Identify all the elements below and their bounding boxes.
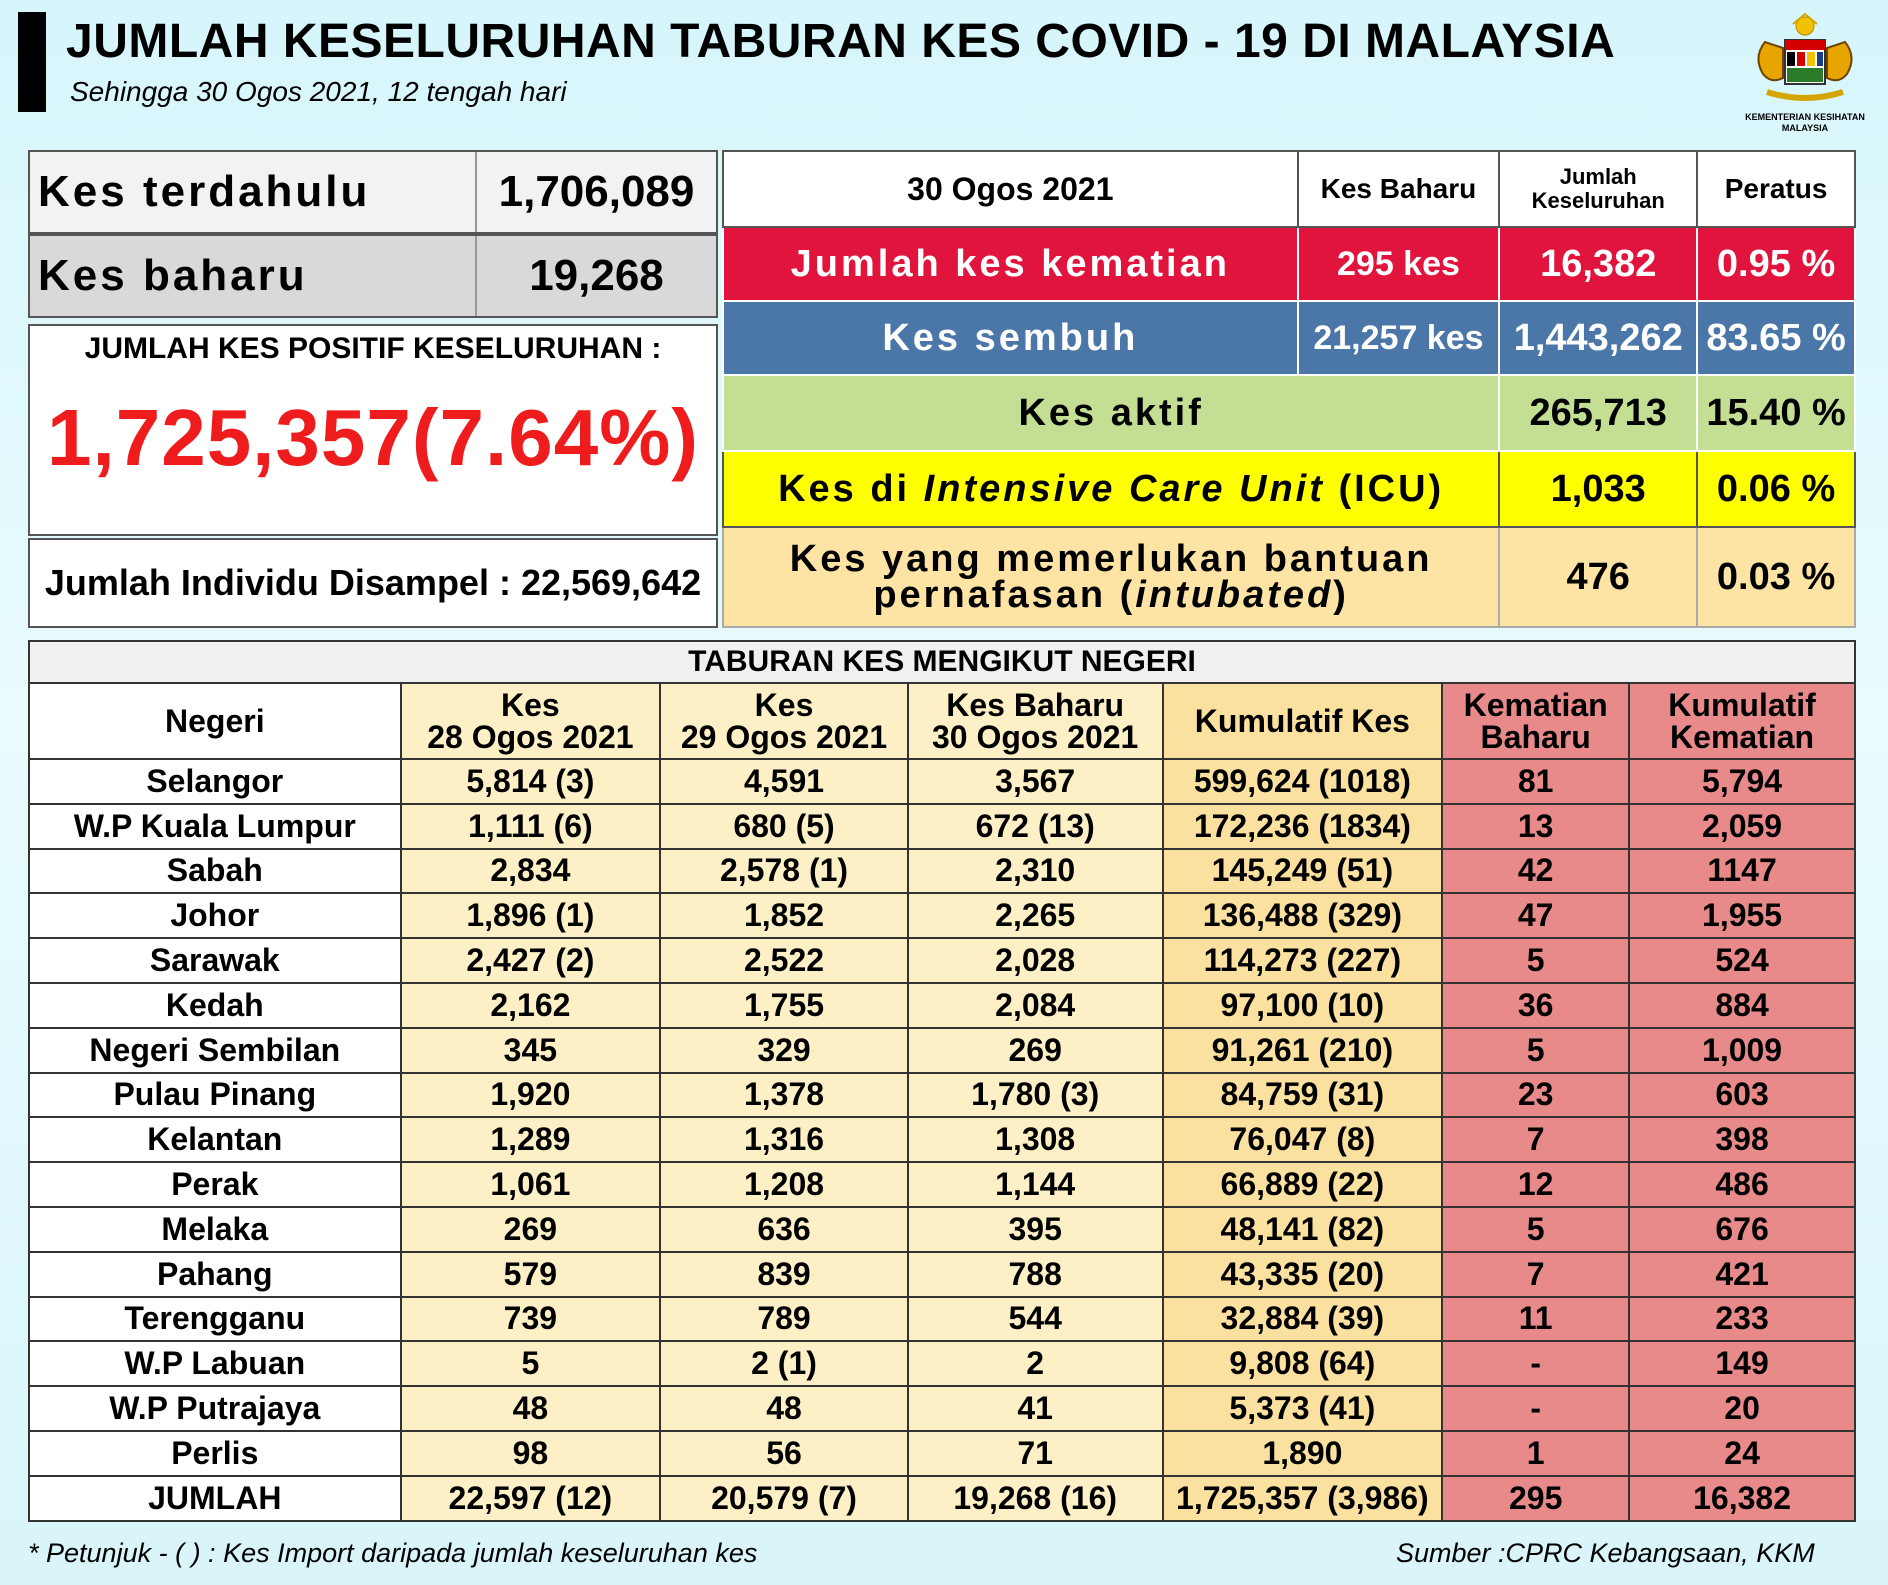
new-deaths: 1 bbox=[1442, 1431, 1629, 1476]
cases-30-aug: 1,144 bbox=[908, 1162, 1163, 1207]
deaths-label: Jumlah kes kematian bbox=[723, 227, 1298, 301]
cumulative-cases: 114,273 (227) bbox=[1163, 938, 1443, 983]
cumulative-deaths: 1147 bbox=[1629, 849, 1855, 894]
cumulative-deaths: 486 bbox=[1629, 1162, 1855, 1207]
icu-label-italic: Intensive Care Unit bbox=[923, 467, 1325, 510]
active-row bbox=[723, 375, 1855, 451]
table-row bbox=[29, 1207, 1855, 1252]
cases-28-aug: 2,427 (2) bbox=[401, 938, 661, 983]
cumulative-cases: 84,759 (31) bbox=[1163, 1073, 1443, 1118]
table-row bbox=[29, 1073, 1855, 1118]
cumulative-deaths: 233 bbox=[1629, 1297, 1855, 1342]
table-row bbox=[29, 938, 1855, 983]
col-total-line2: Keseluruhan bbox=[1531, 188, 1665, 213]
table-row bbox=[29, 759, 1855, 804]
cases-28-aug: 5,814 (3) bbox=[401, 759, 661, 804]
table-row bbox=[29, 1386, 1855, 1431]
state-name: Perak bbox=[29, 1162, 401, 1207]
state-name: Perlis bbox=[29, 1431, 401, 1476]
title-accent-bar bbox=[18, 12, 46, 112]
status-header-row bbox=[723, 151, 1855, 227]
cumulative-cases: 599,624 (1018) bbox=[1163, 759, 1443, 804]
page-title: JUMLAH KESELURUHAN TABURAN KES COVID - 19 DI MALAYSIA bbox=[66, 15, 1616, 68]
cumulative-cases: 136,488 (329) bbox=[1163, 893, 1443, 938]
recovered-new: 21,257 kes bbox=[1298, 301, 1500, 375]
cumulative-deaths: 149 bbox=[1629, 1341, 1855, 1386]
cumulative-deaths: 2,059 bbox=[1629, 804, 1855, 849]
state-name: W.P Labuan bbox=[29, 1341, 401, 1386]
new-deaths: 7 bbox=[1442, 1252, 1629, 1297]
cases-29-aug: 2,578 (1) bbox=[660, 849, 908, 894]
table-row bbox=[29, 1028, 1855, 1073]
header-cumulative-deaths bbox=[1629, 683, 1855, 759]
deaths-row bbox=[723, 227, 1855, 301]
header-cumulative-deaths-line2: Kematian bbox=[1670, 719, 1815, 755]
previous-cases-row bbox=[28, 150, 718, 234]
table-row bbox=[29, 1341, 1855, 1386]
header-state: Negeri bbox=[29, 683, 401, 759]
cases-30-aug: 2,265 bbox=[908, 893, 1163, 938]
cases-29-aug: 2 (1) bbox=[660, 1341, 908, 1386]
new-cases-row bbox=[28, 234, 718, 318]
cases-30-aug: 788 bbox=[908, 1252, 1163, 1297]
header-30-aug-line2: 30 Ogos 2021 bbox=[932, 719, 1139, 755]
icu-percent: 0.06 % bbox=[1697, 451, 1855, 527]
recovered-row bbox=[723, 301, 1855, 375]
state-name: Johor bbox=[29, 893, 401, 938]
cumulative-cases: 32,884 (39) bbox=[1163, 1297, 1443, 1342]
icu-total: 1,033 bbox=[1499, 451, 1697, 527]
cases-29-aug: 839 bbox=[660, 1252, 908, 1297]
cases-30-aug: 3,567 bbox=[908, 759, 1163, 804]
deaths-total: 16,382 bbox=[1499, 227, 1697, 301]
cases-30-aug: 2,310 bbox=[908, 849, 1163, 894]
cases-30-aug: 71 bbox=[908, 1431, 1163, 1476]
new-deaths: 5 bbox=[1442, 1207, 1629, 1252]
individuals-sampled: Jumlah Individu Disampel : 22,569,642 bbox=[28, 538, 718, 628]
header-29-aug-line2: 29 Ogos 2021 bbox=[680, 719, 888, 755]
intubated-label-line1: Kes yang memerlukan bantuan bbox=[789, 538, 1433, 580]
cumulative-deaths: 24 bbox=[1629, 1431, 1855, 1476]
cases-28-aug: 1,111 (6) bbox=[401, 804, 661, 849]
cumulative-deaths: 421 bbox=[1629, 1252, 1855, 1297]
coat-of-arms-icon bbox=[1735, 12, 1875, 112]
new-deaths: 12 bbox=[1442, 1162, 1629, 1207]
cumulative-deaths: 1,955 bbox=[1629, 893, 1855, 938]
cumulative-cases: 1,890 bbox=[1163, 1431, 1443, 1476]
cases-28-aug: 345 bbox=[401, 1028, 661, 1073]
col-new-cases: Kes Baharu bbox=[1298, 151, 1500, 227]
state-name: W.P Kuala Lumpur bbox=[29, 804, 401, 849]
state-table-caption-row bbox=[29, 641, 1855, 683]
cumulative-cases: 91,261 (210) bbox=[1163, 1028, 1443, 1073]
cases-28-aug: 22,597 (12) bbox=[401, 1476, 661, 1521]
cumulative-cases: 48,141 (82) bbox=[1163, 1207, 1443, 1252]
state-distribution-table bbox=[28, 640, 1856, 1522]
table-row bbox=[29, 1431, 1855, 1476]
cases-28-aug: 98 bbox=[401, 1431, 661, 1476]
icu-label-post: (ICU) bbox=[1324, 467, 1445, 510]
state-name: Melaka bbox=[29, 1207, 401, 1252]
source-note: Sumber :CPRC Kebangsaan, KKM bbox=[1396, 1538, 1815, 1568]
col-total-line1: Jumlah bbox=[1559, 164, 1637, 189]
cases-30-aug: 269 bbox=[908, 1028, 1163, 1073]
state-name: Kedah bbox=[29, 983, 401, 1028]
header-30-aug bbox=[908, 683, 1163, 759]
cases-30-aug: 544 bbox=[908, 1297, 1163, 1342]
cases-28-aug: 1,061 bbox=[401, 1162, 661, 1207]
table-row bbox=[29, 804, 1855, 849]
cases-29-aug: 4,591 bbox=[660, 759, 908, 804]
state-name: Pulau Pinang bbox=[29, 1073, 401, 1118]
cases-29-aug: 20,579 (7) bbox=[660, 1476, 908, 1521]
cumulative-deaths: 524 bbox=[1629, 938, 1855, 983]
intubated-label-line2-post: ) bbox=[1333, 574, 1349, 616]
cases-29-aug: 1,755 bbox=[660, 983, 908, 1028]
case-status-table bbox=[722, 150, 1856, 628]
cumulative-deaths: 16,382 bbox=[1629, 1476, 1855, 1521]
recovered-percent: 83.65 % bbox=[1697, 301, 1855, 375]
state-name: Sarawak bbox=[29, 938, 401, 983]
cases-28-aug: 739 bbox=[401, 1297, 661, 1342]
state-name: Pahang bbox=[29, 1252, 401, 1297]
active-label: Kes aktif bbox=[723, 375, 1499, 451]
new-deaths: - bbox=[1442, 1341, 1629, 1386]
cases-30-aug: 2 bbox=[908, 1341, 1163, 1386]
cases-29-aug: 789 bbox=[660, 1297, 908, 1342]
cases-30-aug: 395 bbox=[908, 1207, 1163, 1252]
footnote: * Petunjuk - ( ) : Kes Import daripada jumlah keseluruhan kes bbox=[28, 1538, 758, 1568]
new-deaths: 47 bbox=[1442, 893, 1629, 938]
cases-29-aug: 1,378 bbox=[660, 1073, 908, 1118]
table-row bbox=[29, 1162, 1855, 1207]
header-29-aug-line1: Kes bbox=[754, 687, 814, 723]
table-row bbox=[29, 1117, 1855, 1162]
new-deaths: 5 bbox=[1442, 1028, 1629, 1073]
cases-30-aug: 672 (13) bbox=[908, 804, 1163, 849]
ministry-name: KEMENTERIAN KESIHATAN MALAYSIA bbox=[1745, 112, 1865, 133]
table-row bbox=[29, 1252, 1855, 1297]
cumulative-cases: 66,889 (22) bbox=[1163, 1162, 1443, 1207]
cases-29-aug: 636 bbox=[660, 1207, 908, 1252]
cases-28-aug: 48 bbox=[401, 1386, 661, 1431]
state-name: Negeri Sembilan bbox=[29, 1028, 401, 1073]
total-positive-box bbox=[28, 324, 718, 536]
icu-row bbox=[723, 451, 1855, 527]
icu-label-pre: Kes di bbox=[778, 467, 924, 510]
cumulative-deaths: 20 bbox=[1629, 1386, 1855, 1431]
new-deaths: 5 bbox=[1442, 938, 1629, 983]
header-new-deaths bbox=[1442, 683, 1629, 759]
header-new-deaths-line2: Baharu bbox=[1480, 719, 1591, 755]
cases-30-aug: 41 bbox=[908, 1386, 1163, 1431]
active-total: 265,713 bbox=[1499, 375, 1697, 451]
intubated-row bbox=[723, 527, 1855, 627]
cases-28-aug: 1,920 bbox=[401, 1073, 661, 1118]
new-deaths: 36 bbox=[1442, 983, 1629, 1028]
table-row bbox=[29, 849, 1855, 894]
new-deaths: 42 bbox=[1442, 849, 1629, 894]
total-positive-value: 1,725,357(7.64%) bbox=[46, 393, 699, 482]
header-cumulative: Kumulatif Kes bbox=[1163, 683, 1443, 759]
cumulative-deaths: 398 bbox=[1629, 1117, 1855, 1162]
col-total bbox=[1499, 151, 1697, 227]
cumulative-deaths: 603 bbox=[1629, 1073, 1855, 1118]
intubated-total: 476 bbox=[1499, 527, 1697, 627]
table-row bbox=[29, 983, 1855, 1028]
table-row bbox=[29, 893, 1855, 938]
page-subtitle: Sehingga 30 Ogos 2021, 12 tengah hari bbox=[70, 76, 567, 107]
header-29-aug bbox=[660, 683, 908, 759]
cumulative-cases: 5,373 (41) bbox=[1163, 1386, 1443, 1431]
header-30-aug-line1: Kes Baharu bbox=[946, 687, 1125, 723]
ministry-logo bbox=[1730, 12, 1880, 138]
cases-28-aug: 269 bbox=[401, 1207, 661, 1252]
cumulative-deaths: 676 bbox=[1629, 1207, 1855, 1252]
cases-29-aug: 48 bbox=[660, 1386, 908, 1431]
active-percent: 15.40 % bbox=[1697, 375, 1855, 451]
cases-29-aug: 2,522 bbox=[660, 938, 908, 983]
cases-28-aug: 579 bbox=[401, 1252, 661, 1297]
header-28-aug-line1: Kes bbox=[501, 687, 560, 723]
intubated-percent: 0.03 % bbox=[1697, 527, 1855, 627]
new-cases-label: Kes baharu bbox=[30, 236, 477, 316]
new-deaths: 23 bbox=[1442, 1073, 1629, 1118]
total-row bbox=[29, 1476, 1855, 1521]
icu-label bbox=[723, 451, 1499, 527]
cases-28-aug: 1,289 bbox=[401, 1117, 661, 1162]
cumulative-cases: 97,100 (10) bbox=[1163, 983, 1443, 1028]
status-date: 30 Ogos 2021 bbox=[723, 151, 1298, 227]
cases-29-aug: 1,316 bbox=[660, 1117, 908, 1162]
state-name: JUMLAH bbox=[29, 1476, 401, 1521]
cases-30-aug: 1,308 bbox=[908, 1117, 1163, 1162]
state-table-body bbox=[29, 759, 1855, 1521]
cases-30-aug: 2,084 bbox=[908, 983, 1163, 1028]
cases-29-aug: 680 (5) bbox=[660, 804, 908, 849]
cases-29-aug: 56 bbox=[660, 1431, 908, 1476]
intubated-label-italic: intubated bbox=[1135, 574, 1334, 616]
cumulative-deaths: 884 bbox=[1629, 983, 1855, 1028]
header-new-deaths-line1: Kematian bbox=[1463, 687, 1608, 723]
header-28-aug bbox=[401, 683, 661, 759]
new-cases-value: 19,268 bbox=[529, 251, 664, 300]
total-positive-label: JUMLAH KES POSITIF KESELURUHAN : bbox=[84, 332, 662, 365]
cases-29-aug: 1,852 bbox=[660, 893, 908, 938]
new-deaths: 13 bbox=[1442, 804, 1629, 849]
state-table-caption: TABURAN KES MENGIKUT NEGERI bbox=[29, 641, 1855, 683]
recovered-label: Kes sembuh bbox=[723, 301, 1298, 375]
new-deaths: 11 bbox=[1442, 1297, 1629, 1342]
new-deaths: - bbox=[1442, 1386, 1629, 1431]
cumulative-cases: 145,249 (51) bbox=[1163, 849, 1443, 894]
previous-cases-value: 1,706,089 bbox=[498, 167, 695, 216]
new-deaths: 81 bbox=[1442, 759, 1629, 804]
cumulative-cases: 1,725,357 (3,986) bbox=[1163, 1476, 1443, 1521]
cases-28-aug: 5 bbox=[401, 1341, 661, 1386]
cases-29-aug: 1,208 bbox=[660, 1162, 908, 1207]
cumulative-cases: 172,236 (1834) bbox=[1163, 804, 1443, 849]
state-name: Kelantan bbox=[29, 1117, 401, 1162]
cumulative-cases: 76,047 (8) bbox=[1163, 1117, 1443, 1162]
cases-28-aug: 1,896 (1) bbox=[401, 893, 661, 938]
cases-28-aug: 2,834 bbox=[401, 849, 661, 894]
intubated-label bbox=[723, 527, 1499, 627]
cumulative-deaths: 1,009 bbox=[1629, 1028, 1855, 1073]
cases-29-aug: 329 bbox=[660, 1028, 908, 1073]
recovered-total: 1,443,262 bbox=[1499, 301, 1697, 375]
header-cumulative-deaths-line1: Kumulatif bbox=[1668, 687, 1816, 723]
cumulative-cases: 9,808 (64) bbox=[1163, 1341, 1443, 1386]
cases-28-aug: 2,162 bbox=[401, 983, 661, 1028]
previous-cases-label: Kes terdahulu bbox=[30, 152, 477, 232]
deaths-new: 295 kes bbox=[1298, 227, 1500, 301]
header-28-aug-line2: 28 Ogos 2021 bbox=[427, 719, 634, 755]
state-name: W.P Putrajaya bbox=[29, 1386, 401, 1431]
cumulative-deaths: 5,794 bbox=[1629, 759, 1855, 804]
state-table-header-row bbox=[29, 683, 1855, 759]
state-name: Terengganu bbox=[29, 1297, 401, 1342]
new-deaths: 295 bbox=[1442, 1476, 1629, 1521]
cumulative-cases: 43,335 (20) bbox=[1163, 1252, 1443, 1297]
table-row bbox=[29, 1297, 1855, 1342]
intubated-label-line2-pre: pernafasan ( bbox=[873, 574, 1136, 616]
cases-30-aug: 2,028 bbox=[908, 938, 1163, 983]
cases-30-aug: 19,268 (16) bbox=[908, 1476, 1163, 1521]
col-percent: Peratus bbox=[1697, 151, 1855, 227]
state-name: Selangor bbox=[29, 759, 401, 804]
cases-30-aug: 1,780 (3) bbox=[908, 1073, 1163, 1118]
state-name: Sabah bbox=[29, 849, 401, 894]
new-deaths: 7 bbox=[1442, 1117, 1629, 1162]
deaths-percent: 0.95 % bbox=[1697, 227, 1855, 301]
